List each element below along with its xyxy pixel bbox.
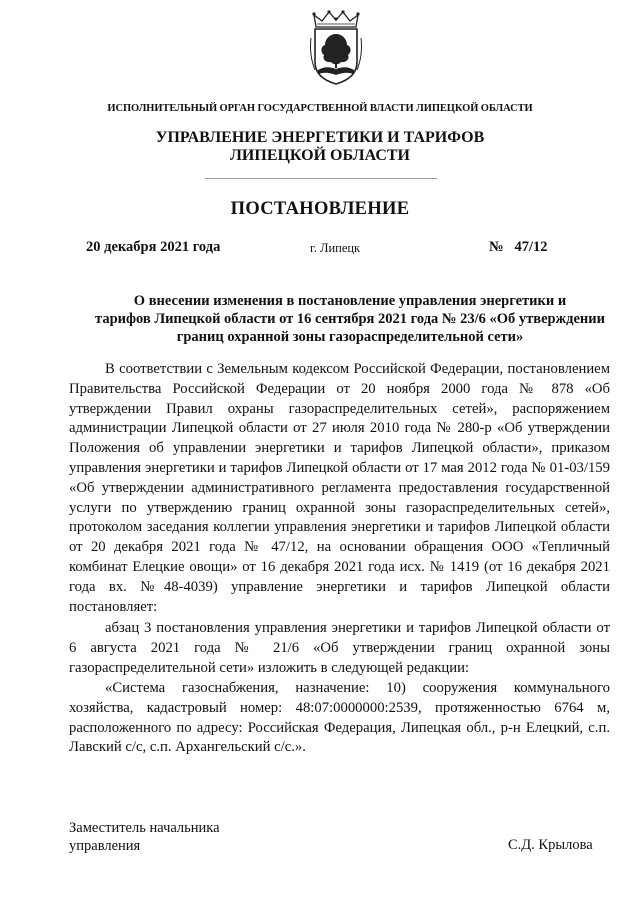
signatory-position (69, 819, 220, 855)
document-subject (60, 292, 640, 346)
paragraph-text: «Система газоснабжения, назначение: 10) сооружения коммунального хозяйства, кадастровый номер: 48:07:0000000:2539, протяженностью 6764 м, расположенного по адресу: Российская Федерация, Липецкая обл., р-н Елецкий, с.п. Лавский с/с, с.п. Архангельский с/с.». (69, 680, 610, 756)
subject-line: тарифов Липецкой области от 16 сентября 2021 года № 23/6 «Об утверждении (95, 311, 605, 327)
paragraph-text: абзац 3 постановления управления энергетики и тарифов Липецкой области от 6 августа 2021 года № 21/6 «Об утверждении границ охранной зоны газораспределительной сети» изложить в следующей редакции: (69, 620, 610, 676)
body-paragraph-preamble (69, 360, 610, 617)
department-name (0, 129, 640, 165)
subject-line: О внесении изменения в постановление управления энергетики и (133, 293, 567, 309)
issuing-authority: ИСПОЛНИТЕЛЬНЫЙ ОРГАН ГОСУДАРСТВЕННОЙ ВЛАСТИ ЛИПЕЦКОЙ ОБЛАСТИ (107, 103, 533, 114)
document-city: г. Липецк (310, 241, 361, 255)
document-number: № 47/12 (489, 239, 548, 255)
coat-of-arms-icon (308, 10, 364, 86)
department-name-line2: ЛИПЕЦКОЙ ОБЛАСТИ (230, 147, 410, 164)
header-divider (205, 178, 437, 179)
signatory-name: С.Д. Крылова (508, 837, 593, 853)
body-paragraph-amendment (69, 619, 610, 678)
body-paragraph-new-wording (69, 679, 610, 758)
document-date: 20 декабря 2021 года (86, 239, 221, 255)
subject-line: границ охранной зоны газораспределительной сети» (176, 329, 524, 345)
document-type: ПОСТАНОВЛЕНИЕ (230, 199, 410, 219)
signatory-position-line1: Заместитель начальника (69, 820, 220, 836)
signatory-position-line2: управления (69, 838, 141, 854)
department-name-line1: УПРАВЛЕНИЕ ЭНЕРГЕТИКИ И ТАРИФОВ (155, 129, 485, 146)
paragraph-text: В соответствии с Земельным кодексом Российской Федерации, постановлением Правительства Российской Федерации от 20 ноября 2000 года № 878 «Об утверждении Правил охраны газораспределительных сетей», распоряжением администрации Липецкой области от 27 июля 2010 года № 280-р «Об утверждении Положения об управлении энергетики и тарифов Липецкой области», приказом управления энергетики и тарифов Липецкой области от 17 мая 2012 года № 01-03/159 «Об утверждении административного регламента предоставления государственной услуги по утверждению границ охранной зоны газораспределительных сетей», протоколом заседания коллегии управления энергетики и тарифов Липецкой области от 20 декабря 2021 года № 47/12, на основании обращения ООО «Тепличный комбинат Елецкие овощи» от 16 декабря 2021 года исх. № 1419 (от 16 декабря 2021 года вх. №48-4039) управление энергетики и тарифов Липецкой области постановляет: (69, 361, 610, 615)
